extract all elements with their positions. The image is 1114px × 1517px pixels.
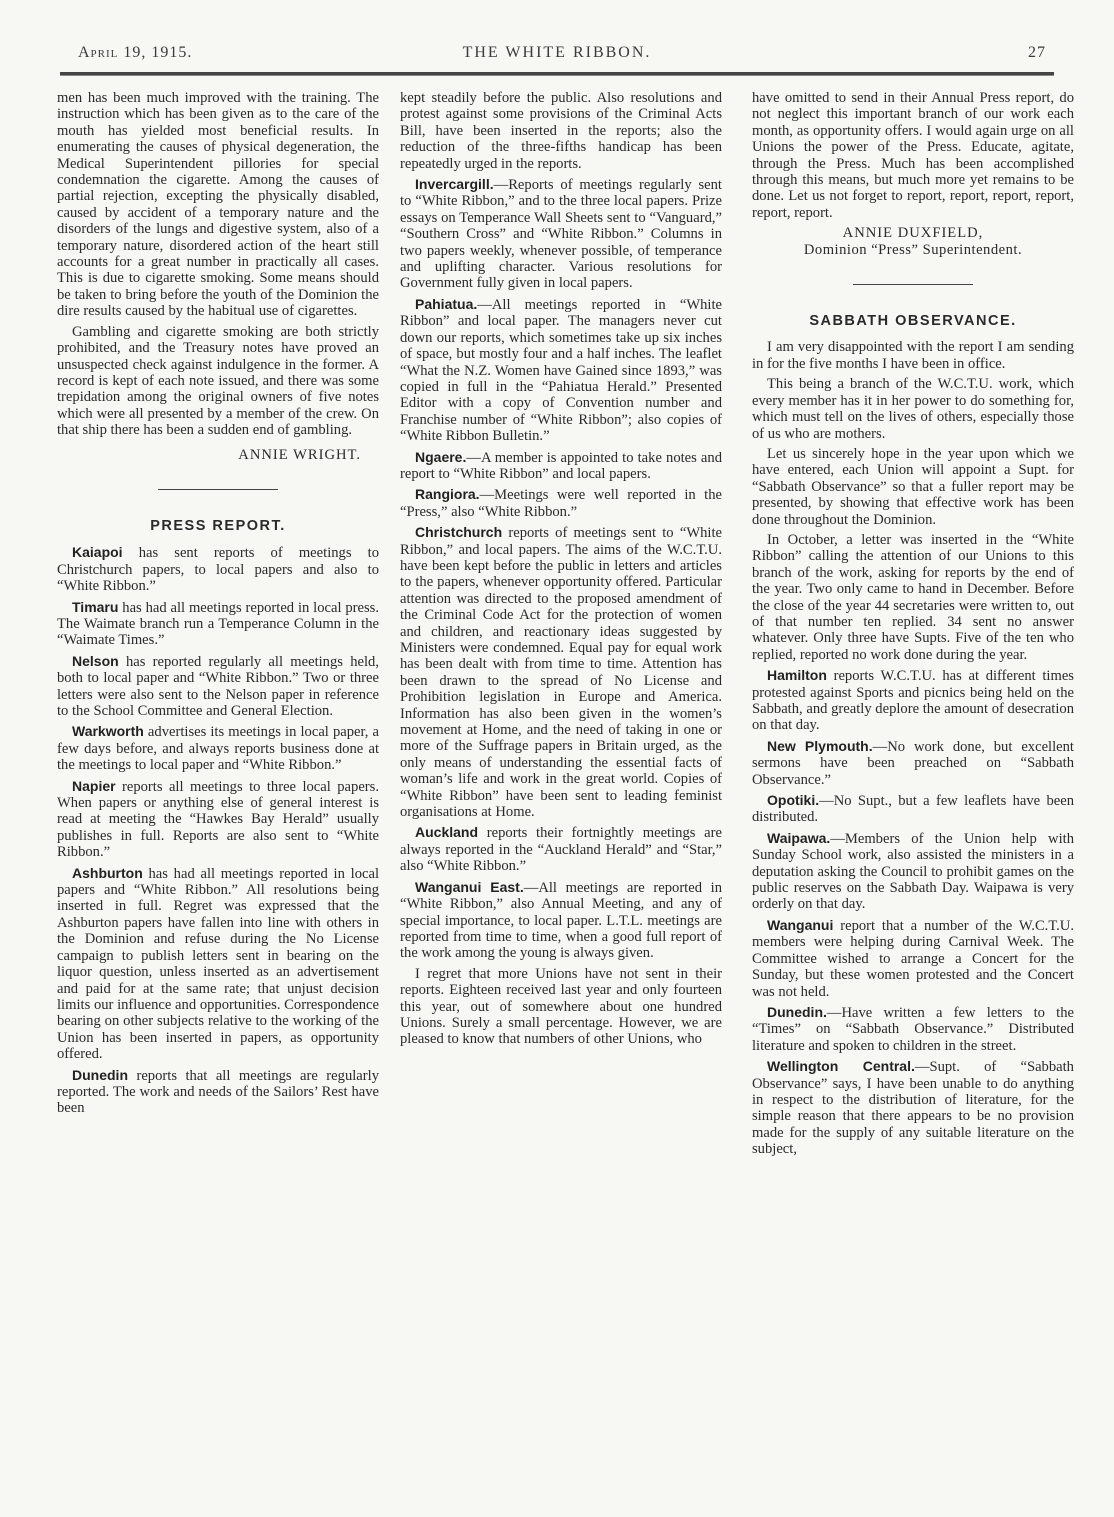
paragraph: men has been much improved with the training. The instruction which has been given as to the care of the mouth has yielded most beneficial results. In enumerating the causes of physical degeneration, the Medical Superintendent pillories for special condemnation the cigarette. Among the causes of partial rejection, excepting the physically disabled, caused by accident of a temporary nature and the disorders of the lungs and digestive system, also of a temporary nature, disordered action of the heart still accounts for a great number in practically all cases. This is due to cigarette smoking. Some means should be taken to bring before the youth of the Dominion the dire results caused by the habitual use of cigarettes. — [57, 90, 379, 320]
signature-annie-wright: ANNIE WRIGHT. — [238, 446, 361, 463]
report-place: Rangiora. — [415, 486, 480, 503]
report-place: Auckland — [415, 824, 479, 841]
report-ngaere — [400, 449, 722, 483]
report-text: reports their fortnightly meetings are always reported in the “Auckland Herald” and “Star,” also “White Ribbon.” — [400, 825, 722, 875]
paragraph: This being a branch of the W.C.T.U. work, which every member has it in her power to do something for, which must tell on the lives of others, especially those of us who are mothers. — [752, 376, 1074, 442]
report-wanganui — [752, 917, 1074, 1000]
column-1 — [57, 90, 379, 1121]
report-text: —Have written a few letters to the “Times” on “Sabbath Observance.” Distributed literature and spoken to children in the street. — [752, 1004, 1074, 1054]
signature-annie-duxfield: ANNIE DUXFIELD, — [842, 225, 984, 242]
report-place: Christchurch — [415, 524, 503, 541]
report-place: Wanganui East. — [415, 878, 524, 895]
report-new-plymouth — [752, 738, 1074, 788]
report-text: report that a number of the W.C.T.U. members were helping during Carnival Week. The Committee wished to arrange a Concert for the Sunday, but these women protested and the Concert was not held. — [752, 917, 1074, 1000]
report-place: New Plymouth. — [767, 737, 873, 754]
report-dunedin-sabbath — [752, 1004, 1074, 1054]
report-christchurch — [400, 524, 722, 820]
press-report-heading: PRESS REPORT. — [150, 517, 286, 534]
page-number: 27 — [1028, 44, 1046, 61]
report-text: —No Supt., but a few leaflets have been distributed. — [752, 793, 1074, 826]
report-waipawa — [752, 830, 1074, 913]
report-place: Pahiatua. — [415, 295, 478, 312]
report-warkworth — [57, 723, 379, 773]
report-place: Dunedin. — [767, 1003, 827, 1020]
page-header — [60, 30, 1054, 66]
report-text: reports that all meetings are regularly reported. The work and needs of the Sailors’ Rest have been — [57, 1067, 379, 1117]
paragraph: kept steadily before the public. Also resolutions and protest against some provisions of the Criminal Acts Bill, have been inserted in the reports; also the reduction of the three-fifths handicap has been repeatedly urged in the reports. — [400, 90, 722, 172]
report-text: reports W.C.T.U. has at different times protested against Sports and picnics being held on the Sabbath, and greatly deplore the amount of desecration on that day. — [752, 668, 1074, 734]
report-place: Dunedin — [72, 1066, 128, 1083]
report-invercargill — [400, 176, 722, 292]
report-place: Ngaere. — [415, 448, 467, 465]
report-text: —Reports of meetings regularly sent to “White Ribbon,” and to the three local papers. Prize essays on Temperance Wall Sheets sent to “Vanguard,” “Southern Cross” and “White Ribbon.” Columns in two papers weekly, whenever possible, of temperance and uplifting character. Various resolutions for Government fully given in local papers. — [400, 177, 722, 292]
report-pahiatua — [400, 296, 722, 445]
report-text: —No work done, but excellent sermons have been preached on “Sabbath Observance.” — [752, 738, 1074, 788]
report-napier — [57, 778, 379, 861]
report-kaiapoi — [57, 544, 379, 594]
report-text: reports of meetings sent to “White Ribbon,” and local papers. The aims of the W.C.T.U. have been kept before the public in letters and articles to the papers, whenever opportunity offered. Particular attention was directed to the proposed amendment of the Criminal Code Act for the protection of women and children, and reactionary ideas suggested by Ministers were condemned. Equal pay for equal work has been dealt with from time to time. Attention has been drawn to the spread of No License and Prohibition legislation in Europe and America. Information has also been given in the women’s movement at Home, and the need of taking in one or more of the Suffrage papers in Britain urged, as the only means of understanding the essential facts of woman’s life and work in the great world. Copies of “White Ribbon” have been sent to leading feminist organisations at Home. — [400, 525, 722, 821]
report-text: advertises its meetings in local paper, a few days before, and always reports business done at the meetings to local paper and “White Ribbon.” — [57, 724, 379, 774]
report-place: Wellington Central. — [767, 1058, 915, 1075]
report-timaru — [57, 599, 379, 649]
paragraph: have omitted to send in their Annual Press report, do not neglect this important branch of our work each month, as opportunity offers. I would again urge on all Unions the power of the Press. Educate, agitate, through the Press. Much has been accomplished through this means, but much more yet remains to be done. Let us not forget to report, report, report, report, report, report. — [752, 90, 1074, 221]
report-place: Timaru — [72, 598, 119, 615]
report-wanganui-east — [400, 879, 722, 962]
report-place: Kaiapoi — [72, 544, 123, 561]
issue-date: April 19, 1915. — [78, 44, 193, 61]
paragraph: I am very disappointed with the report I am sending in for the five months I have been in office. — [752, 339, 1074, 372]
paragraph: I regret that more Unions have not sent in their reports. Eighteen received last year and only fourteen this year, out of somewhere about one hundred Unions. Surely a small percentage. However, we are pleased to know that numbers of other Unions, who — [400, 965, 722, 1048]
paragraph: In October, a letter was inserted in the “White Ribbon” calling the attention of our Unions to this branch of the work, asking for reports by the end of the year. Two only came to hand in December. Before the close of the year 44 secretaries were written to, out of that number ten replied. 34 sent no answer whatever. Only three have Supts. Five of the ten who replied, reported no work done during the year. — [752, 531, 1074, 663]
report-opotiki — [752, 792, 1074, 826]
report-text: —Members of the Union help with Sunday School work, also assisted the ministers in a deputation asking the Council to prohibit games on the public reserves on the Sabbath Day. Waipawa is very orderly on that day. — [752, 830, 1074, 913]
report-text: —All meetings reported in “White Ribbon” and local paper. The managers never cut down our reports, which sometimes take up six inches of space, but mostly four and a half inches. The leaflet “What the N.Z. Women have Gained since 1893,” was copied in full in the “Pahiatua Herald.” Presented Editor with a copy of Convention number and Franchise number of “White Ribbon”; also copies of “White Ribbon Bulletin.” — [400, 296, 722, 445]
report-place: Opotiki. — [767, 792, 820, 809]
report-auckland — [400, 824, 722, 874]
report-place: Warkworth — [72, 723, 144, 740]
report-text: —Meetings were well reported in the “Press,” also “White Ribbon.” — [400, 487, 722, 520]
paragraph: Gambling and cigarette smoking are both strictly prohibited, and the Treasury notes have proved an unsuspected check against indulgence in the former. A record is kept of each note issued, and there was some trepidation among the original owners of five notes which were all presented by a member of the crew. On that ship there has been a sudden end of gambling. — [57, 323, 379, 439]
report-rangiora — [400, 486, 722, 520]
report-place: Hamilton — [767, 667, 827, 684]
report-text: —A member is appointed to take notes and report to “White Ribbon” and local papers. — [400, 449, 722, 482]
report-place: Invercargill. — [415, 176, 494, 193]
report-place: Napier — [72, 777, 116, 794]
report-place: Nelson — [72, 652, 119, 669]
column-3 — [752, 90, 1074, 1162]
report-text: —Supt. of “Sabbath Observance” says, I have been unable to do anything in respect to the distribution of literature, for the simple reason that there appears to be no provision made for the supply of any suitable literature on the subject, — [752, 1059, 1074, 1158]
report-text: —All meetings are reported in “White Ribbon,” also Annual Meeting, and any of special importance, to local paper. L.T.L. meetings are reported from time to time, when a good full report of the work among the young is always given. — [400, 879, 723, 962]
report-text: reports all meetings to three local papers. When papers or anything else of general interest is read at meeting the “Hawkes Bay Herald” usually publishes in full. Reports are also sent to “White Ribbon.” — [57, 778, 379, 861]
report-wellington-central — [752, 1058, 1074, 1157]
report-text: has had all meetings reported in local press. The Waimate branch run a Temperance Column in the “Waimate Times.” — [57, 599, 379, 649]
report-ashburton — [57, 865, 379, 1063]
signature-title: Dominion “Press” Superintendent. — [803, 241, 1023, 258]
report-text: has reported regularly all meetings held, both to local paper and “White Ribbon.” Two or three letters were also sent to the Nelson paper in reference to the School Committee and General Election. — [57, 653, 379, 719]
report-dunedin — [57, 1067, 379, 1117]
report-place: Ashburton — [72, 864, 143, 881]
report-place: Wanganui — [767, 916, 834, 933]
sabbath-observance-heading: SABBATH OBSERVANCE. — [809, 313, 1017, 330]
journal-title: THE WHITE RIBBON. — [462, 44, 652, 61]
report-nelson — [57, 653, 379, 720]
report-place: Waipawa. — [767, 829, 831, 846]
report-hamilton — [752, 667, 1074, 734]
paragraph: Let us sincerely hope in the year upon which we have entered, each Union will appoint a Supt. for “Sabbath Observance” so that a fuller report may be presented, by showing that effective work has been done throughout the Dominion. — [752, 445, 1074, 528]
report-text: has sent reports of meetings to Christchurch papers, to local papers and also to “White Ribbon.” — [57, 545, 379, 595]
report-text: has had all meetings reported in local papers and “White Ribbon.” All resolutions being inserted in full. Regret was expressed that the Ashburton papers have fallen into line with others in the Dominion and refuse during the No License campaign to publish letters sent in bearing on the liquor question, unless inserted as an advertisement and paid for at the same rate; that unjust decision limits our influence and opportunities. Correspondence bearing on other subjects relative to the working of the Union has been inserted in papers, as opportunity offered. — [57, 865, 379, 1063]
header-rule — [60, 72, 1054, 76]
column-2 — [400, 90, 722, 1052]
